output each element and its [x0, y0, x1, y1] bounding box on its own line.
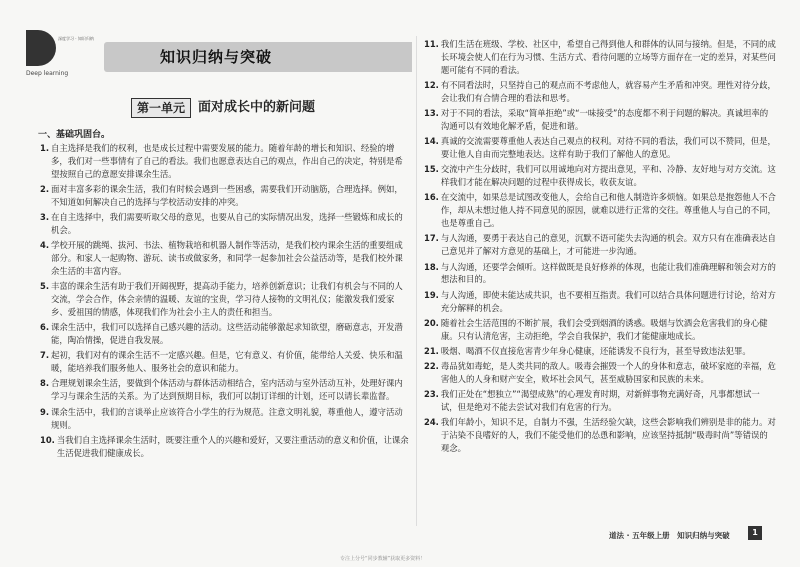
item-text: 面对丰富多彩的课余生活，我们有时候会遇到一些困惑，需要我们开动脑筋，合理选择。例如，不知道如何解决自己的选择与学校活动安排的冲突。 — [51, 184, 403, 207]
item-text: 自主选择是我们的权利，也是成长过程中需要发展的能力。随着年龄的增长和知识、经验的增多，我们对一些事情有了自己的看法。我们也愿意表达自己的观点，作出自己的决定，特别是希望按照自己的意愿安排课余生活。 — [51, 143, 403, 179]
item-text: 随着社会生活范围的不断扩展，我们会受到烟酒的诱惑。吸烟与饮酒会危害我们的身心健康。只有认清危害，主动拒绝，学会自我保护，我们才能健康地成长。 — [440, 317, 768, 341]
item-number: 21. — [424, 345, 439, 356]
item-text: 我们年龄小，知识不足，自制力不强，生活经验欠缺，这些会影响我们辨别是非的能力。对于沾染不良嗜好的人，我们不能受他们的怂恿和影响，应该坚持抵制“吸毒时尚”等错误的观念。 — [440, 417, 776, 454]
left-column — [40, 142, 410, 462]
item-text: 丰富的课余生活有助于我们开阔视野，提高动手能力，培养创新意识；让我们有机会与不同的人交流，学会合作，体会亲情的温暖、友谊的宝贵，学习待人接物的文明礼仪；能激发我们爱家乡、爱祖国的情感，体现我们作为社会小主人的责任和担当。 — [51, 281, 403, 318]
item-number: 20. — [424, 317, 439, 328]
bottom-note: 专注上分号“同步教辅”获取更多资料！ — [340, 556, 426, 562]
item-number: 22. — [424, 361, 439, 372]
item-text: 在交流中，如果总是试图改变他人，会给自己和他人制造许多烦恼。如果总是抱怨他人不合作，却从未想过他人持不同意见的原因，就难以进行正常的交往。尊重他人与自己的不同，也是尊重自己。 — [440, 192, 776, 229]
list-item — [424, 261, 776, 287]
list-item — [424, 416, 776, 455]
item-number: 19. — [424, 289, 439, 300]
list-item — [40, 280, 410, 319]
item-number: 10. — [40, 434, 55, 445]
list-item — [424, 79, 776, 105]
list-item — [40, 211, 410, 237]
item-text: 与人沟通，要勇于表达自己的意见，沉默不语可能失去沟通的机会。双方只有在准确表达自己意见并了解对方意见的基础上，才可能进一步沟通。 — [440, 233, 776, 257]
item-text: 起初，我们对有的课余生活不一定感兴趣。但是，它有意义、有价值，能带给人关爱、快乐和温暖，能培养我们服务他人、服务社会的意识和能力。 — [51, 350, 403, 374]
footer-label: 道法 · 五年级上册 知识归纳与突破 — [609, 531, 730, 540]
logo-small-text: 深度学习 · 知识归纳 — [58, 36, 94, 41]
list-item — [424, 191, 776, 230]
unit-title: 面对成长中的新问题 — [198, 100, 316, 115]
item-text: 交流中产生分歧时，我们可以用诚地向对方提出意见，平和、冷静、友好地与对方交流。这样我们才能在解决问题的过程中获得成长，收获友谊。 — [440, 164, 776, 188]
list-item — [40, 321, 410, 347]
list-item — [424, 38, 776, 77]
item-text: 吸烟、喝酒不仅直接危害青少年身心健康，还能诱发不良行为，甚至导致违法犯罪。 — [440, 345, 751, 356]
column-divider — [416, 36, 417, 526]
item-number: 7. — [40, 350, 50, 361]
item-number: 3. — [40, 212, 50, 223]
item-text: 我们生活在班级、学校、社区中，希望自己得到他人和群体的认同与接纳。但是，不同的成长环境会使人们在行为习惯、生活方式、看待问题的立场等方面存在一定的差异，对某些问题可能有不同的看法。 — [440, 39, 776, 75]
item-text: 与人沟通，即使未能达成共识，也不要相互指责。我们可以结合具体问题进行讨论，给对方充分解释的机会。 — [440, 289, 776, 313]
item-number: 24. — [424, 417, 439, 428]
item-number: 11. — [424, 39, 439, 49]
item-number: 4. — [40, 240, 50, 251]
item-text: 有不同看法时，只坚持自己的观点而不考虑他人，就容易产生矛盾和冲突。理性对待分歧，会让我们有合情合理的看法和思考。 — [440, 80, 776, 103]
list-item — [40, 434, 410, 460]
list-item — [424, 360, 776, 386]
item-text: 在自主选择中，我们需要听取父母的意见，也要从自己的实际情况出发，选择一些锻炼和成长的机会。 — [51, 212, 403, 236]
list-item — [424, 289, 776, 315]
item-text: 对于不同的看法，采取“简单拒绝”或“一味接受”的态度都不利于问题的解决。真诚坦率的沟通可以有效地化解矛盾，促进和谐。 — [440, 108, 769, 132]
list-item — [424, 232, 776, 258]
item-number: 6. — [40, 322, 50, 333]
item-number: 15. — [424, 164, 439, 175]
item-text: 与人沟通，还要学会倾听。这样做既是良好修养的体现，也能让我们准确理解和领会对方的想法和目的。 — [440, 261, 776, 285]
item-text: 学校开展的跳绳、拔河、书法、植物栽培和机器人制作等活动，是我们校内课余生活的重要组成部分。和家人一起购物、游玩、读书或做家务，和同学一起参加社会公益活动等，是我们校外课余生活的丰富内容。 — [51, 240, 403, 277]
item-number: 23. — [424, 389, 439, 400]
page-number: 1 — [748, 526, 762, 540]
item-text: 当我们自主选择课余生活时，既要注重个人的兴趣和爱好，又要注重活动的意义和价值，让课余生活促进我们健康成长。 — [56, 434, 409, 458]
list-item — [40, 406, 410, 432]
list-item — [40, 239, 410, 278]
list-item — [424, 317, 776, 343]
list-item — [424, 345, 776, 358]
item-text: 真诚的交流需要尊重他人表达自己观点的权利。对待不同的看法，我们可以不赞同，但是，要让他人自由而完整地表达。这样有助于我们了解他人的意见。 — [440, 136, 776, 160]
item-text: 我们正处在“想独立”“渴望成熟”的心理发育时期，对新鲜事物充满好奇，凡事都想试一试，但是绝对不能去尝试对我们有危害的行为。 — [440, 389, 760, 413]
list-item — [424, 388, 776, 414]
item-number: 17. — [424, 233, 439, 244]
item-number: 5. — [40, 281, 50, 292]
list-item — [40, 183, 410, 209]
list-item — [424, 163, 776, 189]
item-number: 1. — [40, 143, 50, 153]
brand-logo — [26, 30, 94, 77]
item-text: 毒品犹如毒蛇，是人类共同的敌人。吸毒会摧毁一个人的身体和意志，破坏家庭的幸福，危害他人的人身和财产安全，败坏社会风气，甚至威胁国家和民族的未来。 — [440, 361, 776, 385]
list-item — [424, 135, 776, 161]
list-item — [40, 142, 410, 181]
item-text: 课余生活中，我们可以选择自己感兴趣的活动。这些活动能够激起求知欲望，磨砺意志，开发潜能，陶冶情操，促进自我发展。 — [51, 322, 403, 346]
item-number: 2. — [40, 184, 50, 195]
page-title: 知识归纳与突破 — [160, 48, 273, 66]
unit-label: 第一单元 — [131, 98, 191, 118]
list-item — [424, 107, 776, 133]
logo-text: Deep learning — [26, 70, 69, 77]
right-column — [424, 38, 776, 457]
item-text: 合理规划课余生活，要做到个体活动与群体活动相结合，室内活动与室外活动互补，处理好课内学习与课余生活的关系。为了达到预期目标，我们可以制订详细的计划，还可以请长辈监督。 — [51, 378, 403, 402]
item-number: 16. — [424, 192, 439, 203]
item-number: 18. — [424, 261, 439, 272]
list-item — [40, 349, 410, 375]
item-number: 13. — [424, 108, 439, 119]
logo-d-mark — [26, 30, 56, 66]
list-item — [40, 377, 410, 403]
item-number: 12. — [424, 80, 439, 91]
item-text: 课余生活中，我们的言谈举止应该符合小学生的行为规范。注意文明礼貌，尊重他人，遵守活动规则。 — [51, 406, 403, 430]
item-number: 9. — [40, 406, 50, 417]
item-number: 14. — [424, 136, 439, 147]
section-title: 一、基础巩固台。 — [38, 130, 111, 140]
item-number: 8. — [40, 378, 50, 389]
